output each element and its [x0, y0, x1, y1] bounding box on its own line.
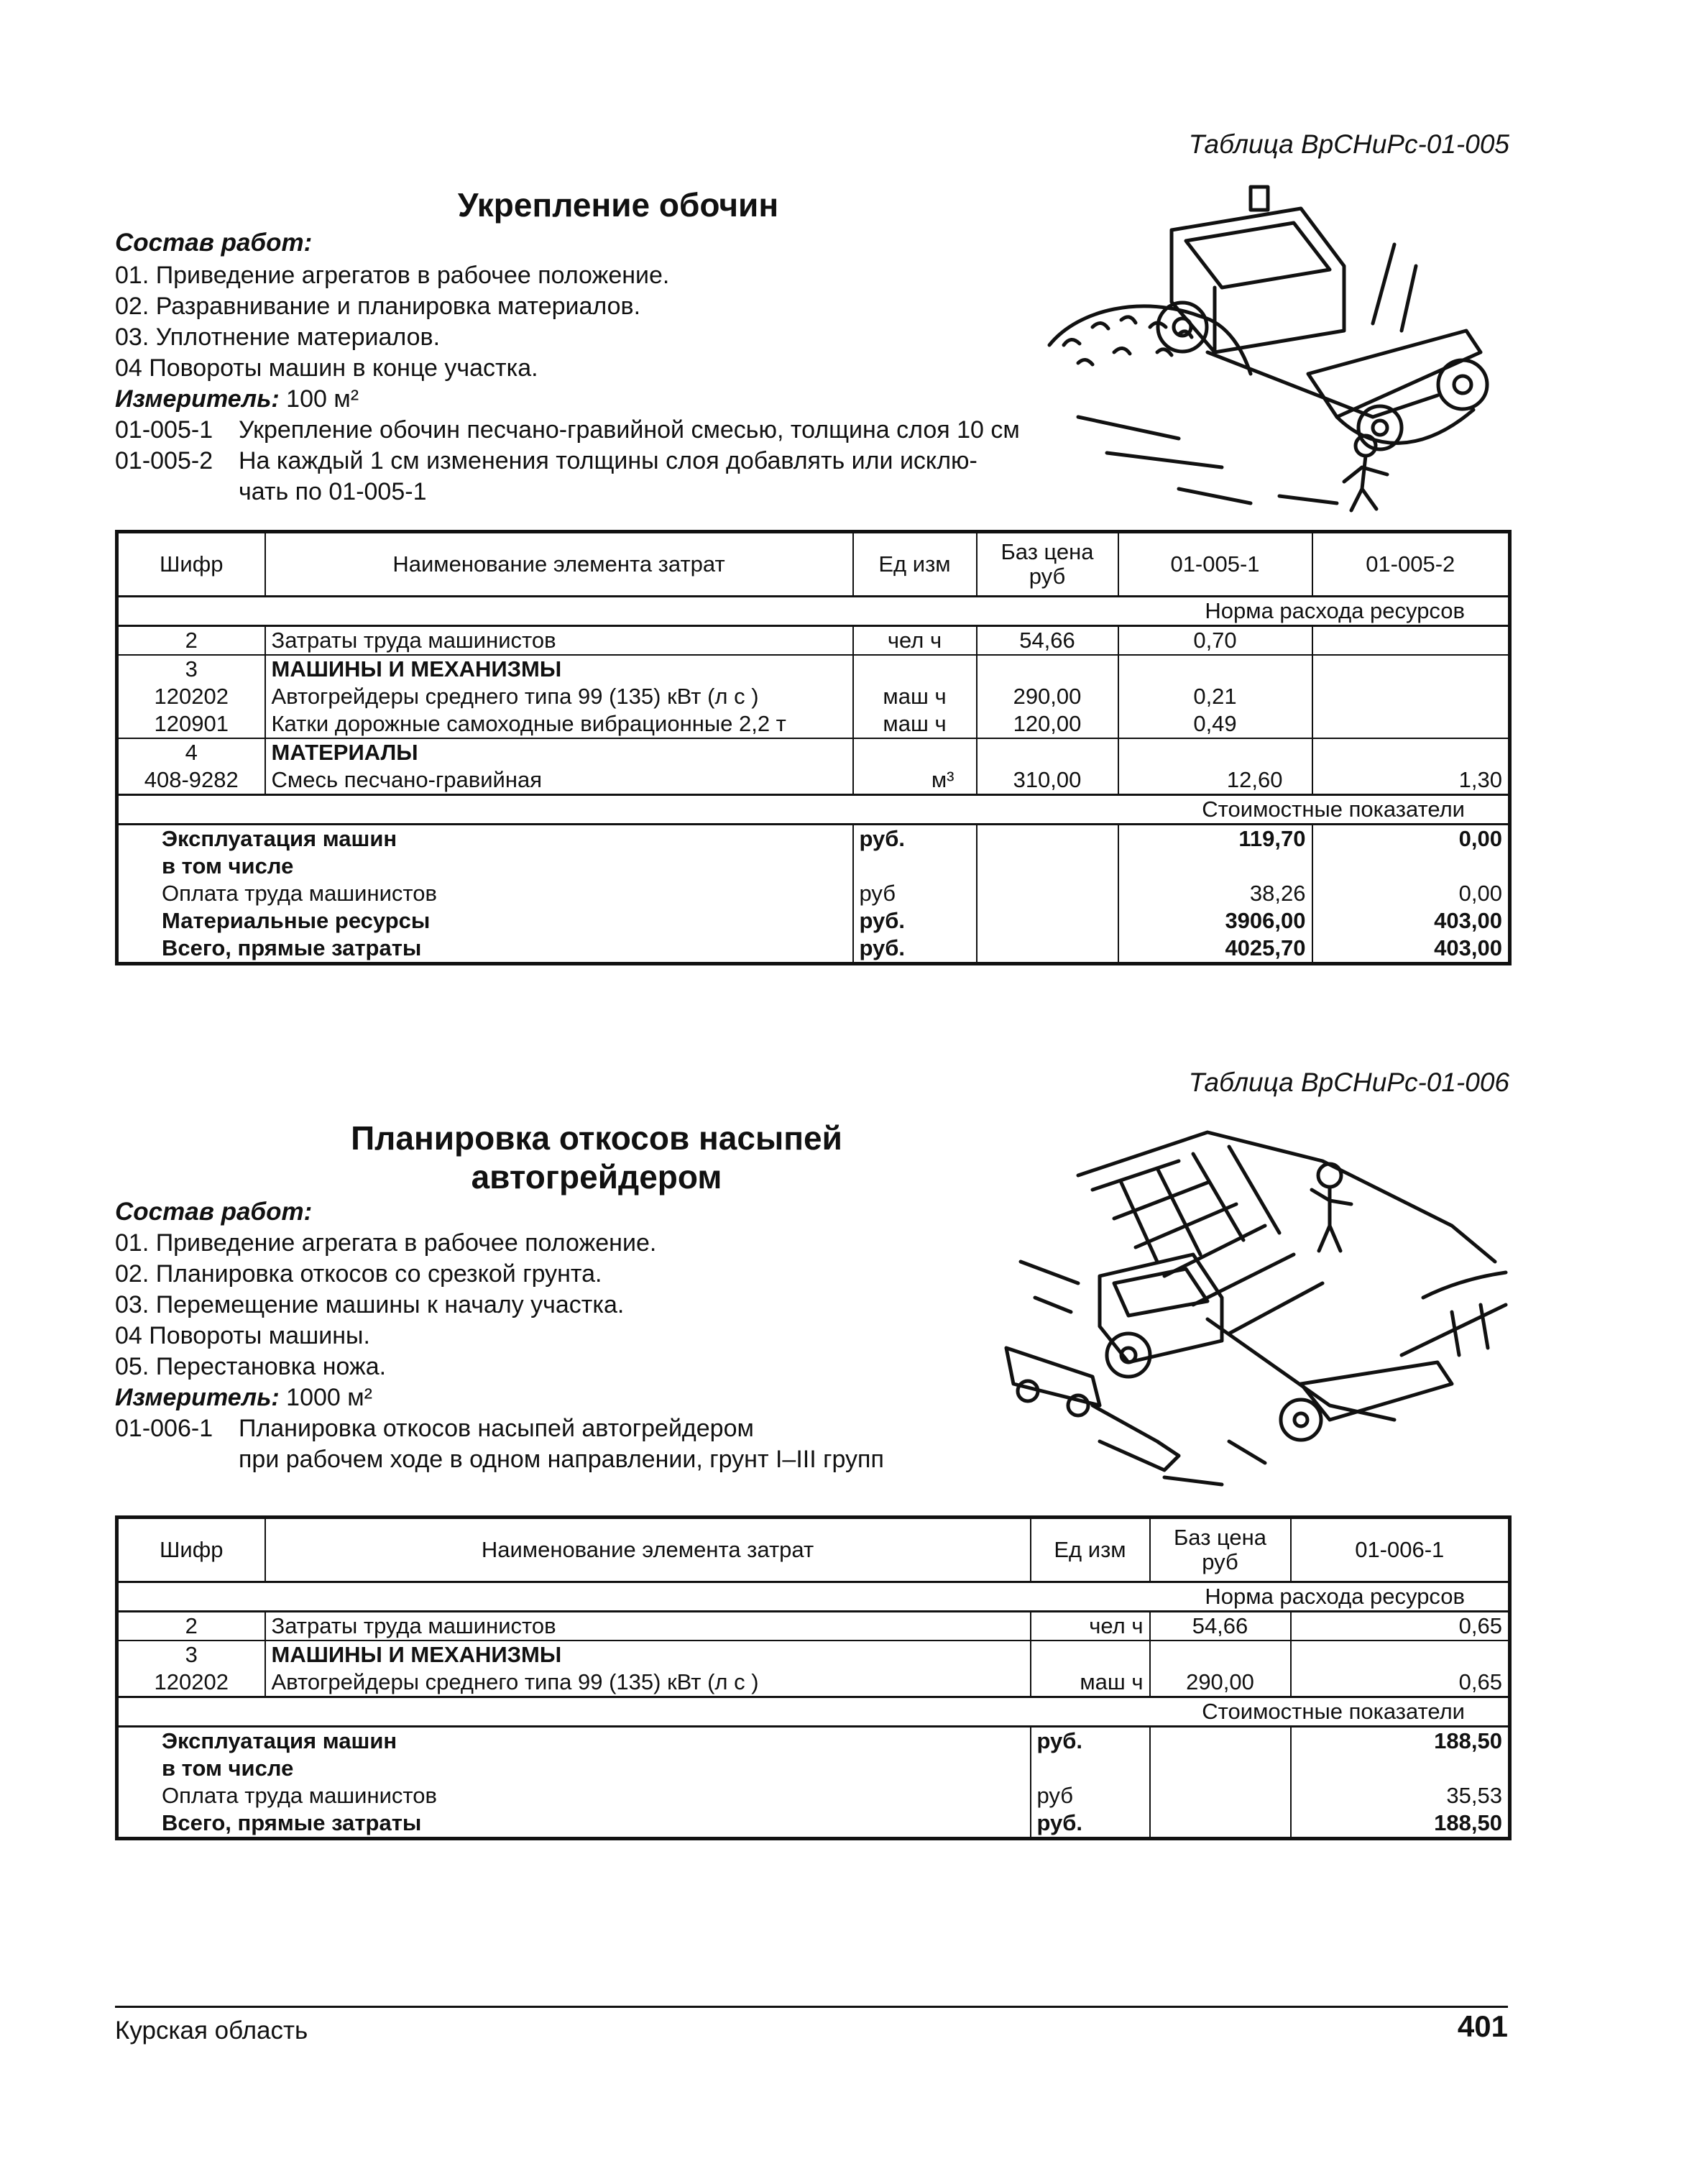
cell-code: 2	[117, 626, 265, 656]
step: 01. Приведение агрегатов в рабочее положение.	[115, 262, 670, 289]
cost-price	[1150, 1755, 1291, 1782]
item-code: 01-005-2	[115, 447, 213, 474]
title-line: Планировка откосов насыпей	[351, 1119, 842, 1157]
cell-value: 0,65	[1291, 1612, 1510, 1641]
cost-price	[977, 880, 1118, 907]
cell-name: Автогрейдеры среднего типа 99 (135) кВт (л с )	[265, 1669, 1031, 1697]
norm-label: Норма расхода ресурсов	[117, 597, 1510, 626]
measure-line	[115, 1382, 884, 1413]
cell-unit: маш ч	[853, 710, 977, 738]
cell-value: 0,65	[1291, 1669, 1510, 1697]
cost-row	[117, 907, 1510, 935]
col-header: Баз цена руб	[1150, 1518, 1291, 1582]
cell-name: МАШИНЫ И МЕХАНИЗМЫ	[265, 655, 853, 683]
cell-unit	[853, 655, 977, 683]
cost-value: 0,00	[1312, 880, 1510, 907]
cell-unit: чел ч	[853, 626, 977, 656]
step: 03. Уплотнение материалов.	[115, 324, 441, 351]
resources-table-1	[115, 530, 1512, 965]
section-title-1	[331, 185, 906, 224]
cell-price: 54,66	[977, 626, 1118, 656]
title-line: автогрейдером	[471, 1158, 722, 1196]
cell-value: 0,49	[1118, 710, 1312, 738]
cell-price	[977, 655, 1118, 683]
cost-name: Всего, прямые затраты	[117, 1809, 1031, 1839]
cell-value: 0,70	[1118, 626, 1312, 656]
cost-row	[117, 935, 1510, 964]
cell-unit: маш ч	[1031, 1669, 1150, 1697]
resources-table-2	[115, 1515, 1512, 1840]
cost-value: 188,50	[1291, 1809, 1510, 1839]
composition-label-1: Состав работ:	[115, 229, 313, 257]
cell-name: Смесь песчано-гравийная	[265, 766, 853, 795]
cost-section-row	[117, 795, 1510, 825]
col-header: Баз цена руб	[977, 532, 1118, 597]
page-number: 401	[1457, 2009, 1508, 2043]
measure-label: Измеритель:	[115, 1384, 280, 1411]
cell-code: 120202	[117, 1669, 265, 1697]
cost-value: 119,70	[1118, 825, 1312, 853]
table-label-1: Таблица ВрСНиРс-01-005	[1188, 129, 1509, 159]
table-row	[117, 626, 1510, 656]
cost-value	[1312, 853, 1510, 880]
col-header: 01-005-1	[1118, 532, 1312, 597]
cell-name: Автогрейдеры среднего типа 99 (135) кВт (л с )	[265, 683, 853, 710]
cell-value: 0,21	[1118, 683, 1312, 710]
cost-value: 3906,00	[1118, 907, 1312, 935]
step: 04 Повороты машин в конце участка.	[115, 354, 538, 382]
cost-value: 403,00	[1312, 935, 1510, 964]
cell-code: 3	[117, 1641, 265, 1669]
cell-price	[977, 738, 1118, 766]
table-header-row	[117, 1518, 1510, 1582]
cost-name: Оплата труда машинистов	[117, 1782, 1031, 1809]
cost-price	[977, 853, 1118, 880]
item-code: 01-005-1	[115, 416, 213, 444]
cell-code: 4	[117, 738, 265, 766]
cost-unit	[853, 853, 977, 880]
cell-price	[1150, 1641, 1291, 1669]
cell-price: 310,00	[977, 766, 1118, 795]
cost-label: Стоимостные показатели	[117, 1697, 1510, 1727]
cost-unit: руб.	[1031, 1727, 1150, 1756]
item-row	[115, 1413, 884, 1475]
cost-value: 35,53	[1291, 1782, 1510, 1809]
table-row	[117, 1641, 1510, 1669]
table-row	[117, 710, 1510, 738]
cost-row	[117, 1782, 1510, 1809]
cell-price: 290,00	[977, 683, 1118, 710]
cell-unit: маш ч	[853, 683, 977, 710]
cost-label: Стоимостные показатели	[117, 795, 1510, 825]
cost-price	[977, 907, 1118, 935]
norm-section-row	[117, 597, 1510, 626]
cost-value: 403,00	[1312, 907, 1510, 935]
step: 02. Планировка откосов со срезкой грунта.	[115, 1260, 602, 1288]
cost-name: Эксплуатация машин	[117, 1727, 1031, 1756]
cell-name: Затраты труда машинистов	[265, 626, 853, 656]
step: 03. Перемещение машины к началу участка.	[115, 1291, 625, 1318]
measure-label: Измеритель:	[115, 385, 280, 413]
cost-price	[1150, 1809, 1291, 1839]
cell-value	[1312, 738, 1510, 766]
cost-name: Эксплуатация машин	[117, 825, 853, 853]
step: 01. Приведение агрегата в рабочее положение.	[115, 1229, 657, 1257]
cost-name: Всего, прямые затраты	[117, 935, 853, 964]
cost-value: 188,50	[1291, 1727, 1510, 1756]
cost-row	[117, 1727, 1510, 1756]
cost-row	[117, 880, 1510, 907]
cell-code: 120901	[117, 710, 265, 738]
cost-unit: руб.	[853, 907, 977, 935]
table-row	[117, 683, 1510, 710]
table-label-2: Таблица ВрСНиРс-01-006	[1188, 1068, 1509, 1097]
table-row	[117, 1612, 1510, 1641]
cell-value: 12,60	[1118, 766, 1312, 795]
norm-label: Норма расхода ресурсов	[117, 1582, 1510, 1612]
cell-value: 1,30	[1312, 766, 1510, 795]
measure-value: 100 м²	[279, 385, 359, 413]
cell-name: МАТЕРИАЛЫ	[265, 738, 853, 766]
cost-price	[1150, 1727, 1291, 1756]
item-text: Планировка откосов насыпей автогрейдером при рабочем ходе в одном направлении, грунт I–III групп	[239, 1415, 884, 1473]
step: 04 Повороты машины.	[115, 1322, 370, 1349]
table-row	[117, 738, 1510, 766]
cell-value	[1312, 626, 1510, 656]
cell-price: 54,66	[1150, 1612, 1291, 1641]
title-line: Укрепление обочин	[457, 186, 779, 224]
cell-code: 3	[117, 655, 265, 683]
footer-region: Курская область	[115, 2016, 308, 2045]
cost-unit: руб.	[853, 825, 977, 853]
norm-section-row	[117, 1582, 1510, 1612]
cost-value	[1291, 1755, 1510, 1782]
cost-row	[117, 825, 1510, 853]
col-header: Ед изм	[1031, 1518, 1150, 1582]
item-code: 01-006-1	[115, 1415, 213, 1442]
step: 05. Перестановка ножа.	[115, 1353, 387, 1380]
step: 02. Разравнивание и планировка материалов.	[115, 293, 641, 320]
cell-value	[1118, 738, 1312, 766]
cell-code: 408-9282	[117, 766, 265, 795]
cell-value	[1291, 1641, 1510, 1669]
grader-illustration-icon	[1035, 180, 1502, 518]
measure-value: 1000 м²	[279, 1384, 372, 1411]
cost-price	[977, 825, 1118, 853]
steps-list-2	[115, 1228, 884, 1475]
cell-unit: м³	[853, 766, 977, 795]
cell-value	[1312, 655, 1510, 683]
cell-unit: чел ч	[1031, 1612, 1150, 1641]
section-title-2	[288, 1119, 906, 1196]
item-row	[115, 415, 1020, 446]
cell-unit	[853, 738, 977, 766]
cost-value: 38,26	[1118, 880, 1312, 907]
measure-line	[115, 384, 1020, 415]
item-text: Укрепление обочин песчано-гравийной смесью, толщина слоя 10 см	[239, 416, 1020, 444]
table-row	[117, 655, 1510, 683]
cost-unit	[1031, 1755, 1150, 1782]
col-header: 01-006-1	[1291, 1518, 1510, 1582]
table-header-row	[117, 532, 1510, 597]
col-header: Шифр	[117, 532, 265, 597]
cell-value	[1312, 683, 1510, 710]
cost-unit: руб	[853, 880, 977, 907]
cost-row	[117, 1755, 1510, 1782]
cost-section-row	[117, 1697, 1510, 1727]
col-header: Наименование элемента затрат	[265, 1518, 1031, 1582]
item-row	[115, 446, 1020, 508]
embankment-grader-illustration-icon	[992, 1118, 1509, 1492]
table-row	[117, 766, 1510, 795]
cell-price: 120,00	[977, 710, 1118, 738]
cost-value: 0,00	[1312, 825, 1510, 853]
col-header: Наименование элемента затрат	[265, 532, 853, 597]
footer-divider	[115, 2006, 1508, 2008]
cell-name: Катки дорожные самоходные вибрационные 2,2 т	[265, 710, 853, 738]
cost-row	[117, 853, 1510, 880]
cost-price	[977, 935, 1118, 964]
col-header: Ед изм	[853, 532, 977, 597]
cost-name: Материальные ресурсы	[117, 907, 853, 935]
cell-price: 290,00	[1150, 1669, 1291, 1697]
cell-value	[1312, 710, 1510, 738]
cell-name: МАШИНЫ И МЕХАНИЗМЫ	[265, 1641, 1031, 1669]
cost-price	[1150, 1782, 1291, 1809]
steps-list-1	[115, 260, 1020, 508]
cell-code: 120202	[117, 683, 265, 710]
cell-code: 2	[117, 1612, 265, 1641]
cell-unit	[1031, 1641, 1150, 1669]
table-row	[117, 1669, 1510, 1697]
cost-value: 4025,70	[1118, 935, 1312, 964]
cost-row	[117, 1809, 1510, 1839]
composition-label-2: Состав работ:	[115, 1198, 313, 1226]
item-text: На каждый 1 см изменения толщины слоя добавлять или исклю- чать по 01-005-1	[239, 447, 978, 505]
col-header: 01-005-2	[1312, 532, 1510, 597]
col-header: Шифр	[117, 1518, 265, 1582]
cost-name: в том числе	[117, 1755, 1031, 1782]
cost-name: Оплата труда машинистов	[117, 880, 853, 907]
cell-name: Затраты труда машинистов	[265, 1612, 1031, 1641]
cost-value	[1118, 853, 1312, 880]
cost-unit: руб.	[853, 935, 977, 964]
cost-unit: руб.	[1031, 1809, 1150, 1839]
cost-unit: руб	[1031, 1782, 1150, 1809]
cost-name: в том числе	[117, 853, 853, 880]
cell-value	[1118, 655, 1312, 683]
